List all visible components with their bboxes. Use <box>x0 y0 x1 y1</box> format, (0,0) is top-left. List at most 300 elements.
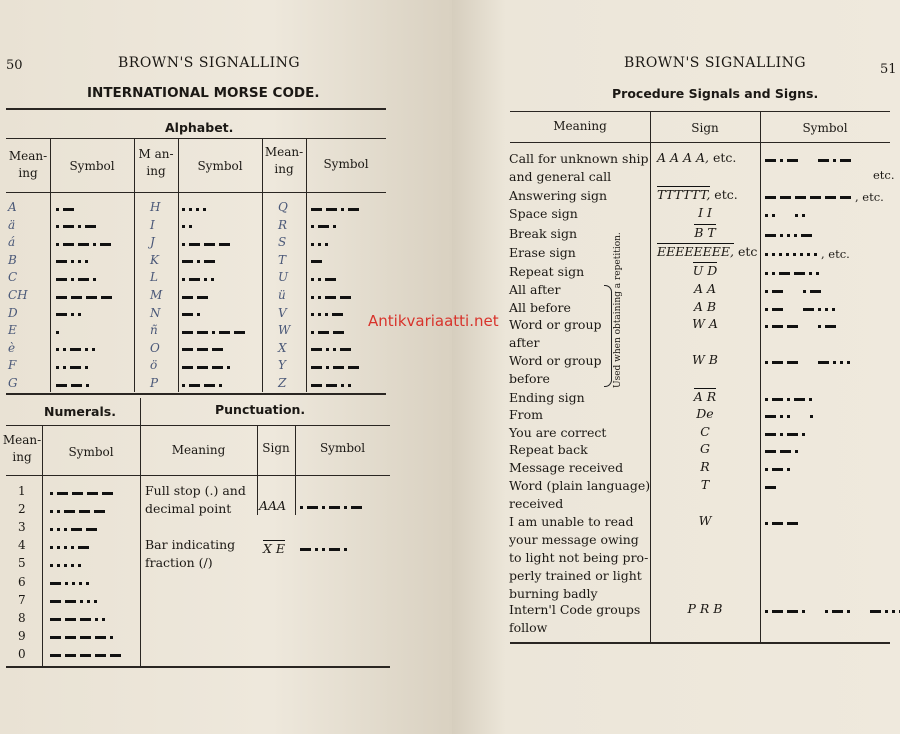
morse-dot <box>197 260 200 263</box>
morse-dot <box>810 415 813 418</box>
rule <box>6 393 386 395</box>
morse-dash <box>795 196 806 199</box>
procedure-sign-text: W B <box>691 352 718 367</box>
morse-dot <box>315 548 318 551</box>
morse-dot <box>765 468 768 471</box>
procedure-meaning: All before <box>509 300 571 315</box>
morse-dot <box>765 272 768 275</box>
morse-dot <box>57 546 60 549</box>
procedure-sign-text: I I <box>698 205 712 220</box>
morse-dot <box>765 361 768 364</box>
morse-symbol <box>765 307 835 311</box>
procedure-meaning: You are correct <box>509 425 607 440</box>
morse-dash <box>326 208 337 211</box>
morse-dot <box>325 243 328 246</box>
morse-dot <box>64 528 67 531</box>
morse-dash <box>204 243 215 246</box>
page-title-right: Procedure Signals and Signs. <box>612 86 819 101</box>
morse-symbol <box>56 365 88 369</box>
morse-dash <box>71 384 82 387</box>
morse-dash <box>189 278 200 281</box>
morse-dot <box>787 468 790 471</box>
morse-gap <box>802 361 814 364</box>
morse-dash <box>801 234 812 237</box>
morse-dash <box>772 290 783 293</box>
procedure-sign-text: G <box>700 441 710 456</box>
morse-dot <box>765 253 768 256</box>
procedure-sign-text: A A <box>693 281 717 296</box>
morse-dash <box>325 296 336 299</box>
alphabet-letter: R <box>278 217 288 232</box>
procedure-sign <box>657 150 736 165</box>
morse-symbol <box>56 207 74 211</box>
numeral-label: 3 <box>18 520 26 535</box>
morse-dot <box>348 384 351 387</box>
morse-dash <box>63 225 74 228</box>
procedure-sign-suffix: etc. <box>709 150 737 165</box>
morse-dash <box>787 361 798 364</box>
morse-dot <box>772 272 775 275</box>
punctuation-meaning: Full stop (.) and decimal point <box>145 483 246 516</box>
morse-dash <box>182 296 193 299</box>
morse-symbol <box>182 207 206 211</box>
morse-symbol <box>182 365 230 369</box>
morse-dot <box>212 331 215 334</box>
morse-dot <box>786 253 789 256</box>
morse-symbol <box>56 330 59 334</box>
morse-symbol <box>182 295 208 299</box>
col-line <box>650 111 651 643</box>
rule <box>510 142 890 143</box>
morse-dot <box>325 313 328 316</box>
morse-dot <box>787 398 790 401</box>
morse-dash <box>772 468 783 471</box>
morse-dot <box>794 234 797 237</box>
procedure-sign <box>650 513 760 528</box>
morse-dash <box>787 325 798 328</box>
morse-dot <box>182 384 185 387</box>
morse-dash <box>63 208 74 211</box>
morse-dash <box>772 398 783 401</box>
morse-dash <box>794 272 805 275</box>
procedure-meaning: Intern'l Code groups follow <box>509 602 641 635</box>
repetition-note: Used when obtaining a repetition. <box>613 232 623 388</box>
alphabet-letter: ü <box>278 288 286 302</box>
morse-dot <box>818 308 821 311</box>
procedure-sign-text: U D <box>692 263 718 278</box>
morse-symbol <box>182 348 223 352</box>
morse-dash <box>810 196 821 199</box>
morse-dash <box>307 506 318 509</box>
alphabet-letter: è <box>8 340 16 355</box>
morse-dash <box>326 384 337 387</box>
morse-symbol <box>182 277 214 281</box>
morse-dash <box>803 308 814 311</box>
morse-symbol <box>765 432 805 436</box>
procedure-meaning: Word or group before <box>509 353 602 386</box>
morse-dot <box>56 348 59 351</box>
alphabet-letter: W <box>278 323 291 338</box>
procedure-sign-text: P R B <box>687 601 723 616</box>
morse-symbol <box>56 348 95 352</box>
morse-dot <box>787 234 790 237</box>
morse-dot <box>56 331 59 334</box>
morse-dot <box>219 384 222 387</box>
alphabet-letter: á <box>8 235 16 250</box>
alphabet-letter: J <box>150 235 155 250</box>
procedure-sign <box>657 244 757 259</box>
alphabet-col-meaning-1: Mean- ing <box>8 149 48 180</box>
numeral-label: 5 <box>18 556 26 571</box>
alphabet-letter: V <box>278 305 287 320</box>
morse-dash <box>818 361 829 364</box>
morse-symbol <box>765 485 776 489</box>
morse-dash <box>63 243 74 246</box>
alphabet-col-meaning-2: M an- ing <box>138 147 174 178</box>
morse-dot <box>311 331 314 334</box>
morse-dot <box>182 278 185 281</box>
morse-dash <box>182 348 193 351</box>
morse-dash <box>70 366 81 369</box>
alphabet-heading: Alphabet. <box>165 120 234 135</box>
morse-dot <box>78 225 81 228</box>
title-rule <box>6 108 386 110</box>
morse-dash <box>765 450 776 453</box>
morse-symbol <box>50 491 113 495</box>
morse-dot <box>64 546 67 549</box>
procedure-sign-text: T <box>700 477 710 492</box>
morse-symbol <box>182 225 192 229</box>
procedure-sign-text: C <box>700 424 710 439</box>
procedure-symbol-suffix: etc. <box>873 168 895 182</box>
morse-symbol <box>765 271 819 275</box>
morse-dash <box>765 415 776 418</box>
procedure-sign <box>650 263 760 278</box>
procedure-meaning: From <box>509 407 544 422</box>
morse-dash <box>825 196 836 199</box>
morse-dash <box>311 260 322 263</box>
morse-symbol <box>311 242 328 246</box>
morse-dot <box>311 313 314 316</box>
procedure-sign <box>650 205 760 220</box>
morse-dot <box>344 548 347 551</box>
morse-dash <box>325 278 336 281</box>
alphabet-letter: P <box>150 376 159 390</box>
morse-dash <box>78 243 89 246</box>
morse-symbol <box>765 360 850 364</box>
alphabet-col-symbol-2: Symbol <box>197 159 243 173</box>
morse-dot <box>765 308 768 311</box>
alphabet-letter: F <box>8 358 17 373</box>
morse-dash <box>311 208 322 211</box>
morse-dash <box>50 618 61 621</box>
procedure-sign <box>650 281 760 296</box>
morse-dash <box>340 348 351 351</box>
morse-gap <box>779 214 791 217</box>
procedure-sign <box>657 187 738 202</box>
morse-symbol <box>765 233 812 237</box>
morse-dash <box>787 159 798 162</box>
morse-dot <box>809 398 812 401</box>
alphabet-letter: L <box>150 270 158 285</box>
morse-symbol <box>311 330 344 334</box>
morse-dot <box>318 296 321 299</box>
running-head-right: BROWN'S SIGNALLING <box>624 55 807 71</box>
morse-symbol <box>765 190 884 204</box>
procedure-symbol-suffix: , etc. <box>821 247 850 261</box>
morse-gap <box>794 415 806 418</box>
morse-dot <box>56 366 59 369</box>
morse-dash <box>311 366 322 369</box>
procedure-meaning: Word or group after <box>509 317 602 350</box>
morse-gap <box>854 610 866 613</box>
alphabet-letter: K <box>150 252 159 267</box>
procedure-meaning: Repeat back <box>509 442 588 457</box>
punctuation-col-sign: Sign <box>262 441 290 455</box>
morse-dot <box>86 582 89 585</box>
morse-gap <box>787 308 799 311</box>
morse-dash <box>65 618 76 621</box>
punctuation-sign: AAA <box>259 498 287 513</box>
morse-dash <box>78 546 89 549</box>
morse-dash <box>182 260 193 263</box>
alphabet-letter: C <box>8 270 18 285</box>
morse-dot <box>71 564 74 567</box>
col-line <box>306 138 307 392</box>
alphabet-letter: O <box>150 340 160 355</box>
morse-dash <box>219 331 230 334</box>
alphabet-letter: H <box>150 200 161 214</box>
procedure-col-sign: Sign <box>691 121 719 135</box>
morse-dash <box>810 290 821 293</box>
morse-dot <box>204 278 207 281</box>
page-number-right: 51 <box>880 62 897 77</box>
morse-dot <box>56 208 59 211</box>
col-line <box>42 425 43 666</box>
morse-dash <box>182 366 193 369</box>
morse-dash <box>78 278 89 281</box>
alphabet-letter: Q <box>278 200 288 214</box>
morse-dash <box>794 398 805 401</box>
morse-dash <box>80 636 91 639</box>
morse-symbol <box>50 654 121 658</box>
morse-dash <box>311 348 322 351</box>
procedure-meaning: Word (plain language) received <box>509 478 651 511</box>
morse-dot <box>311 243 314 246</box>
morse-dot <box>64 564 67 567</box>
alphabet-letter: E <box>8 323 17 338</box>
morse-dash <box>102 492 113 495</box>
morse-dot <box>189 225 192 228</box>
morse-dash <box>65 636 76 639</box>
morse-dot <box>63 366 66 369</box>
morse-dot <box>326 366 329 369</box>
morse-symbol <box>182 260 215 264</box>
morse-dot <box>780 159 783 162</box>
morse-dash <box>825 325 836 328</box>
alphabet-letter: A <box>8 200 17 214</box>
rule <box>510 111 890 112</box>
morse-dash <box>332 313 343 316</box>
morse-symbol <box>50 563 81 567</box>
morse-dash <box>182 331 193 334</box>
morse-dash <box>56 313 67 316</box>
right-page <box>452 0 900 734</box>
morse-dot <box>203 208 206 211</box>
morse-dash <box>56 384 67 387</box>
morse-dot <box>832 308 835 311</box>
col-line <box>178 138 179 392</box>
morse-dot <box>86 384 89 387</box>
morse-dot <box>818 325 821 328</box>
morse-dot <box>189 208 192 211</box>
morse-dot <box>63 348 66 351</box>
procedure-sign <box>650 459 760 474</box>
morse-dot <box>50 546 53 549</box>
numeral-label: 1 <box>18 484 26 498</box>
morse-dash <box>333 366 344 369</box>
morse-dot <box>56 243 59 246</box>
morse-dash <box>80 654 91 657</box>
morse-dot <box>840 361 843 364</box>
morse-dash <box>110 654 121 657</box>
procedure-meaning: Repeat sign <box>509 264 585 279</box>
morse-symbol <box>56 242 111 246</box>
alphabet-letter: G <box>8 376 18 390</box>
morse-symbol <box>765 609 900 613</box>
rule <box>140 425 390 426</box>
morse-dot <box>311 225 314 228</box>
procedure-sign-text: A R <box>693 389 717 404</box>
morse-symbol <box>311 365 359 369</box>
punctuation-heading: Punctuation. <box>215 402 306 417</box>
morse-dot <box>885 610 888 613</box>
alphabet-letter: S <box>278 235 287 250</box>
morse-dash <box>348 366 359 369</box>
alphabet-letter: Y <box>278 358 286 373</box>
morse-dash <box>80 618 91 621</box>
morse-dot <box>341 208 344 211</box>
morse-dash <box>765 159 776 162</box>
morse-gap <box>809 610 821 613</box>
procedure-sign-text: R <box>700 459 710 474</box>
running-head-left: BROWN'S SIGNALLING <box>118 55 301 71</box>
morse-dash <box>329 506 340 509</box>
morse-dot <box>85 366 88 369</box>
alphabet-col-symbol-3: Symbol <box>323 157 369 171</box>
morse-symbol <box>182 330 245 334</box>
morse-dash <box>212 366 223 369</box>
morse-dot <box>765 398 768 401</box>
procedure-sign <box>650 352 760 367</box>
morse-dash <box>85 225 96 228</box>
morse-symbol <box>765 467 790 471</box>
morse-dash <box>212 348 223 351</box>
morse-dash <box>780 196 791 199</box>
morse-dot <box>50 510 53 513</box>
morse-dash <box>189 243 200 246</box>
morse-dash <box>56 260 67 263</box>
page-number-left: 50 <box>6 58 23 73</box>
morse-dash <box>72 492 83 495</box>
procedure-sign-text: EEEEEEEE, <box>657 244 734 259</box>
morse-dot <box>72 582 75 585</box>
morse-symbol <box>311 383 351 387</box>
procedure-meaning: Break sign <box>509 226 578 241</box>
morse-dot <box>326 348 329 351</box>
morse-dash <box>94 510 105 513</box>
procedure-sign-text: W <box>698 513 712 528</box>
morse-symbol <box>765 213 805 217</box>
col-line <box>295 425 296 515</box>
procedure-meaning: Call for unknown ship and general call <box>509 151 649 184</box>
watermark: Antikvariaatti.net <box>368 312 499 330</box>
morse-dash <box>79 510 90 513</box>
morse-dot <box>57 564 60 567</box>
punctuation-sign: X E <box>263 541 285 556</box>
procedure-sign <box>650 389 760 404</box>
morse-dot <box>87 600 90 603</box>
morse-dash <box>333 331 344 334</box>
procedure-sign <box>650 477 760 492</box>
morse-dot <box>802 214 805 217</box>
procedure-sign <box>650 601 760 616</box>
morse-dot <box>847 361 850 364</box>
morse-symbol <box>50 618 105 622</box>
alphabet-letter: M <box>150 288 163 302</box>
morse-dot <box>318 278 321 281</box>
morse-symbol <box>56 383 89 387</box>
morse-dot <box>227 366 230 369</box>
numeral-label: 0 <box>18 646 26 661</box>
morse-gap <box>802 159 814 162</box>
numerals-col-meaning: Mean- ing <box>2 433 42 464</box>
morse-dot <box>341 384 344 387</box>
procedure-sign-text: De <box>696 406 714 421</box>
numeral-label: 7 <box>18 592 26 607</box>
morse-symbol <box>300 547 347 551</box>
morse-symbol <box>311 260 322 264</box>
procedure-meaning: Ending sign <box>509 390 585 405</box>
morse-dot <box>780 433 783 436</box>
repetition-brace <box>604 285 612 387</box>
morse-dash <box>70 348 81 351</box>
morse-symbol <box>50 545 89 549</box>
morse-dot <box>322 548 325 551</box>
morse-dash <box>56 278 67 281</box>
morse-dash <box>318 225 329 228</box>
morse-symbol <box>765 324 836 328</box>
alphabet-letter: X <box>278 340 287 355</box>
morse-dash <box>197 366 208 369</box>
morse-symbol <box>311 207 359 211</box>
morse-dash <box>765 196 776 199</box>
procedure-sign-suffix: etc. <box>710 187 738 202</box>
morse-dash <box>95 654 106 657</box>
morse-symbol <box>311 313 343 317</box>
morse-dot <box>333 225 336 228</box>
rule <box>6 138 386 139</box>
morse-symbol <box>50 527 97 531</box>
morse-dash <box>50 600 61 603</box>
morse-dot <box>93 278 96 281</box>
col-line <box>760 111 761 643</box>
morse-symbol <box>50 636 113 640</box>
procedure-sign-text: A B <box>693 299 717 314</box>
morse-dash <box>772 361 783 364</box>
alphabet-letter: U <box>278 270 289 285</box>
morse-dot <box>57 510 60 513</box>
